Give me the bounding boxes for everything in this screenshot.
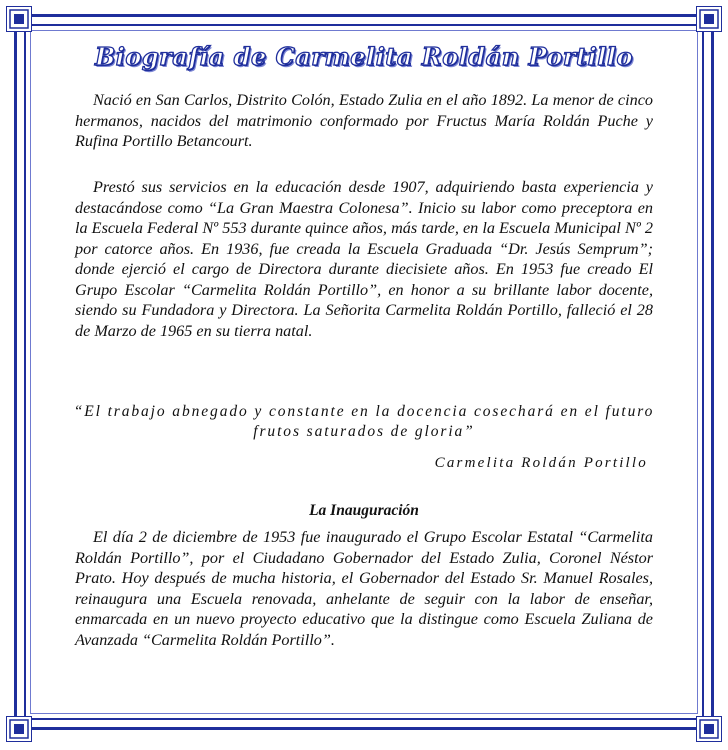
corner-ornament-top-left [6, 6, 32, 32]
biography-paragraph-2: Prestó sus servicios en la educación desde 1907, adquiriendo basta experiencia y destacándose como “La Gran Maestra Colonesa”. Inicio su labor como preceptora en la Escuela Federal Nº 553 durante quince años, más tarde, en la Escuela Municipal Nº 2 por catorce años. En 1936, fue creada la Escuela Graduada “Dr. Jesús Semprum”; donde ejerció el cargo de Directora durante diecisiete años. En 1953 fue creado El Grupo Escolar “Carmelita Roldán Portillo”, en honor a su brillante labor docente, siendo su Fundadora y Directora. La Señorita Carmelita Roldán Portillo, falleció el 28 de Marzo de 1965 en su tierra natal. [75, 178, 653, 340]
page-title: Biografía de Carmelita Roldán Portillo [94, 42, 634, 71]
section-heading-inauguration: La Inauguración [309, 502, 419, 519]
quote-author: Carmelita Roldán Portillo [434, 455, 648, 471]
corner-ornament-top-right [696, 6, 722, 32]
quote-text: “El trabajo abnegado y constante en la docencia cosechará en el futuro frutos saturados de gloria” [73, 403, 655, 440]
corner-ornament-bottom-right [696, 716, 722, 742]
corner-ornament-bottom-left [6, 716, 32, 742]
inauguration-paragraph: El día 2 de diciembre de 1953 fue inaugurado el Grupo Escolar Estatal “Carmelita Roldán Portillo”, por el Ciudadano Gobernador del Estado Zulia, Coronel Néstor Prato. Hoy después de mucha historia, el Gobernador del Estado Sr. Manuel Rosales, reinaugura una Escuela renovada, anhelante de seguir con la labor de enseñar, enmarcada en un nuevo proyecto educativo que la distingue como Escuela Zuliana de Avanzada “Carmelita Roldán Portillo”. [75, 528, 653, 649]
biography-paragraph-1: Nació en San Carlos, Distrito Colón, Estado Zulia en el año 1892. La menor de cinco hermanos, nacidos del matrimonio conformado por Fructus María Roldán Puche y Rufina Portillo Betancourt. [75, 91, 653, 150]
